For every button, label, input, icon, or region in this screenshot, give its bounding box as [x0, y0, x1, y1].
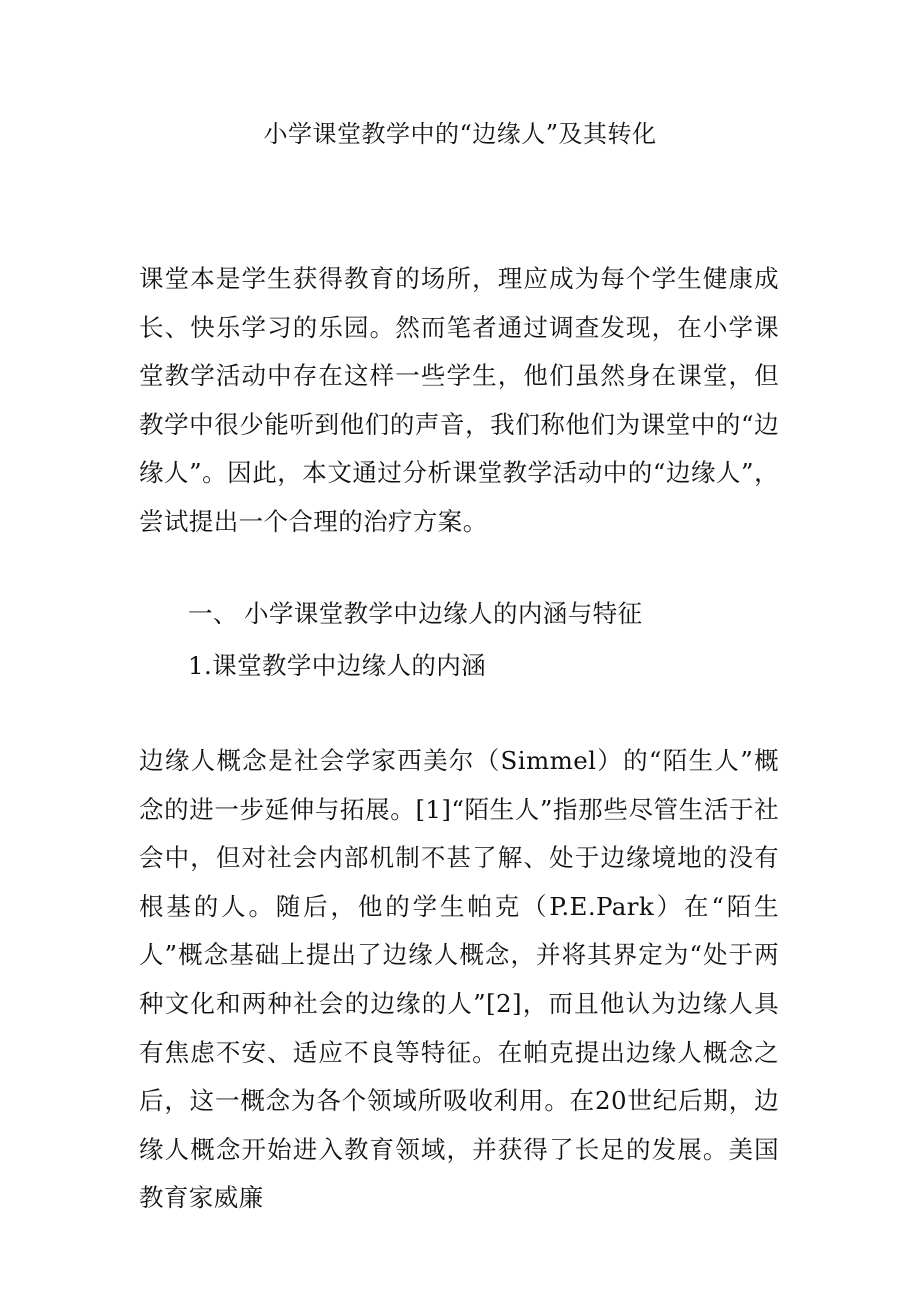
body-paragraph: 边缘人概念是社会学家西美尔（Simmel）的“陌生人”概念的进一步延伸与拓展。[1]“陌生人”指那些尽管生活于社会中，但对社会内部机制不甚了解、处于边缘境地的没有根基的人。随后，他的学生帕克（P.E.Park）在“陌生人”概念基础上提出了边缘人概念，并将其界定为“处于两种文化和两种社会的边缘的人”[2]，而且他认为边缘人具有焦虑不安、适应不良等特征。在帕克提出边缘人概念之后，这一概念为各个领域所吸收利用。在20世纪后期，边缘人概念开始进入教育领域，并获得了长足的发展。美国教育家威廉 [139, 746, 779, 1213]
intro-paragraph: 课堂本是学生获得教育的场所，理应成为每个学生健康成长、快乐学习的乐园。然而笔者通过调查发现，在小学课堂教学活动中存在这样一些学生，他们虽然身在课堂，但教学中很少能听到他们的声音，我们称他们为课堂中的“边缘人”。因此，本文通过分析课堂教学活动中的“边缘人”，尝试提出一个合理的治疗方案。 [139, 264, 779, 536]
document-title: 小学课堂教学中的“边缘人”及其转化 [263, 120, 657, 148]
section-title: 小学课堂教学中边缘人的内涵与特征 [244, 599, 643, 628]
subsection-heading: 1.课堂教学中边缘人的内涵 [188, 651, 487, 680]
section-heading [188, 594, 642, 634]
section-number: 一、 [188, 599, 238, 628]
